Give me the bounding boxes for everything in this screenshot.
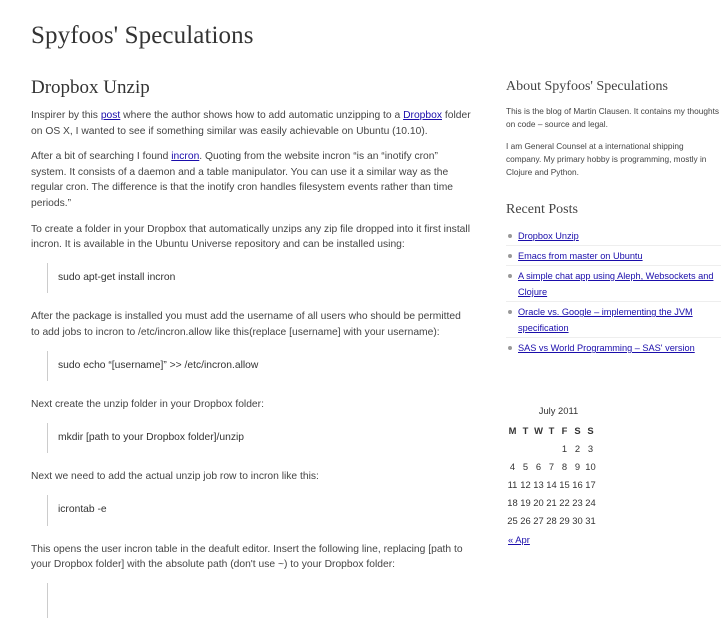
calendar-day: 31 bbox=[585, 514, 596, 526]
calendar-week bbox=[506, 493, 597, 511]
code-block: sudo apt-get install incron bbox=[47, 263, 471, 294]
post-paragraph: After the package is installed you must add the username of all users who should be permitted to add jobs to incron to /etc/incron.allow like this(replace [username] with your username): bbox=[31, 311, 461, 338]
calendar-day: 15 bbox=[559, 478, 570, 490]
text: where the author shows how to add automatic unzipping to a bbox=[120, 110, 404, 121]
calendar-day: 9 bbox=[574, 460, 581, 472]
recent-posts-list bbox=[506, 228, 721, 357]
recent-post-item bbox=[506, 228, 721, 246]
calendar-day: 1 bbox=[561, 442, 568, 454]
calendar-day: 10 bbox=[585, 460, 596, 472]
calendar-day: 12 bbox=[520, 478, 531, 490]
calendar-day: 24 bbox=[585, 496, 596, 508]
calendar-day: 27 bbox=[533, 514, 544, 526]
recent-post-link[interactable]: Emacs from master on Ubuntu bbox=[518, 251, 643, 261]
post-paragraph: This opens the user incron table in the deafult editor. Insert the following line, replacing [path to your Dropbox folder] with the absolute path (don't use ~) to your Dropbox folder: bbox=[31, 543, 463, 571]
calendar-day: 30 bbox=[572, 514, 583, 526]
post-paragraph: To create a folder in your Dropbox that automatically unzips any zip file dropped into it first install incron. It is available in the Ubuntu Universe repository and can be installed using: bbox=[31, 223, 470, 251]
about-text: I am General Counsel at a international shipping company. My primary hobby is programming, mostly in Clojure and Python. bbox=[506, 141, 707, 177]
weekday: S bbox=[574, 424, 581, 436]
calendar-day: 4 bbox=[509, 460, 516, 472]
calendar-day bbox=[532, 439, 545, 457]
calendar-week bbox=[506, 475, 597, 493]
calendar-day: 16 bbox=[572, 478, 583, 490]
post-paragraph bbox=[31, 108, 471, 139]
text: After a bit of searching I found bbox=[31, 151, 172, 163]
weekday: M bbox=[508, 424, 517, 436]
calendar-caption: July 2011 bbox=[538, 405, 579, 416]
weekday: T bbox=[548, 424, 555, 436]
incron-link[interactable]: incron bbox=[171, 151, 200, 163]
weekday: S bbox=[587, 424, 594, 436]
recent-post-item bbox=[506, 340, 721, 357]
calendar-day: 20 bbox=[533, 496, 544, 508]
recent-post-link[interactable]: A simple chat app using Aleph, Websockets and Clojure bbox=[518, 271, 714, 297]
calendar bbox=[506, 405, 597, 529]
calendar-day: 21 bbox=[546, 496, 557, 508]
calendar-weekdays bbox=[506, 421, 597, 439]
post-paragraph bbox=[31, 149, 471, 211]
weekday: W bbox=[534, 424, 543, 436]
recent-posts-heading: Recent Posts bbox=[506, 202, 578, 217]
post-paragraph: Next we need to add the actual unzip job row to incron like this: bbox=[31, 471, 319, 483]
calendar-day: 7 bbox=[548, 460, 555, 472]
calendar-day: 25 bbox=[507, 514, 518, 526]
calendar-day: 19 bbox=[520, 496, 531, 508]
recent-post-item bbox=[506, 248, 721, 266]
calendar-week bbox=[506, 457, 597, 475]
about-heading: About Spyfoos' Speculations bbox=[506, 79, 668, 94]
calendar-day: 13 bbox=[533, 478, 544, 490]
post-content bbox=[31, 76, 471, 634]
calendar-day bbox=[506, 439, 519, 457]
text: folder on OS X, I wanted to see if something similar was easily achievable on Ubuntu (10.10). bbox=[31, 110, 471, 137]
recent-post-item bbox=[506, 268, 721, 302]
calendar-day: 26 bbox=[520, 514, 531, 526]
text: Inspirer by this bbox=[31, 110, 101, 121]
post-paragraph: Next create the unzip folder in your Dropbox folder: bbox=[31, 399, 264, 411]
recent-post-item bbox=[506, 304, 721, 338]
code-block: sudo echo “[username]” >> /etc/incron.allow bbox=[47, 351, 471, 382]
calendar-day: 6 bbox=[535, 460, 542, 472]
calendar-week bbox=[506, 511, 597, 529]
recent-post-link[interactable]: Dropbox Unzip bbox=[518, 231, 579, 241]
calendar-day: 18 bbox=[507, 496, 518, 508]
about-text: This is the blog of Martin Clausen. It contains my thoughts on code – source and legal. bbox=[506, 106, 720, 129]
calendar-prev-link[interactable]: « Apr bbox=[508, 534, 530, 545]
calendar-day: 8 bbox=[561, 460, 568, 472]
sidebar bbox=[506, 78, 721, 359]
site-title[interactable]: Spyfoos' Speculations bbox=[31, 22, 254, 49]
calendar-day: 14 bbox=[546, 478, 557, 490]
dropbox-link[interactable]: Dropbox bbox=[403, 110, 442, 121]
code-block: icrontab -e bbox=[47, 495, 471, 526]
calendar-day bbox=[545, 439, 558, 457]
calendar-week bbox=[506, 439, 597, 457]
calendar-day: 28 bbox=[546, 514, 557, 526]
post-title[interactable]: Dropbox Unzip bbox=[31, 77, 150, 98]
code-block bbox=[47, 583, 471, 618]
weekday: T bbox=[522, 424, 529, 436]
calendar-day: 2 bbox=[574, 442, 581, 454]
recent-post-link[interactable]: SAS vs World Programming – SAS' version bbox=[518, 343, 695, 353]
calendar-day: 5 bbox=[522, 460, 529, 472]
weekday: F bbox=[561, 424, 568, 436]
post-link[interactable]: post bbox=[100, 110, 121, 121]
recent-post-link[interactable]: Oracle vs. Google – implementing the JVM specification bbox=[518, 307, 693, 333]
calendar-day: 17 bbox=[585, 478, 596, 490]
calendar-day: 22 bbox=[559, 496, 570, 508]
code-block: mkdir [path to your Dropbox folder]/unzip bbox=[47, 423, 471, 454]
calendar-day: 3 bbox=[587, 442, 594, 454]
text: . Quoting from the website incron “is an “inotify cron” system. It consists of a daemon and a table manipulator. You can use it a similar way as the regular cron. The difference is that the inotify cron handles filesystem events rather than time periods.” bbox=[31, 151, 454, 209]
calendar-day: 23 bbox=[572, 496, 583, 508]
calendar-day: 29 bbox=[559, 514, 570, 526]
calendar-day: 11 bbox=[507, 478, 518, 490]
calendar-day bbox=[519, 439, 532, 457]
